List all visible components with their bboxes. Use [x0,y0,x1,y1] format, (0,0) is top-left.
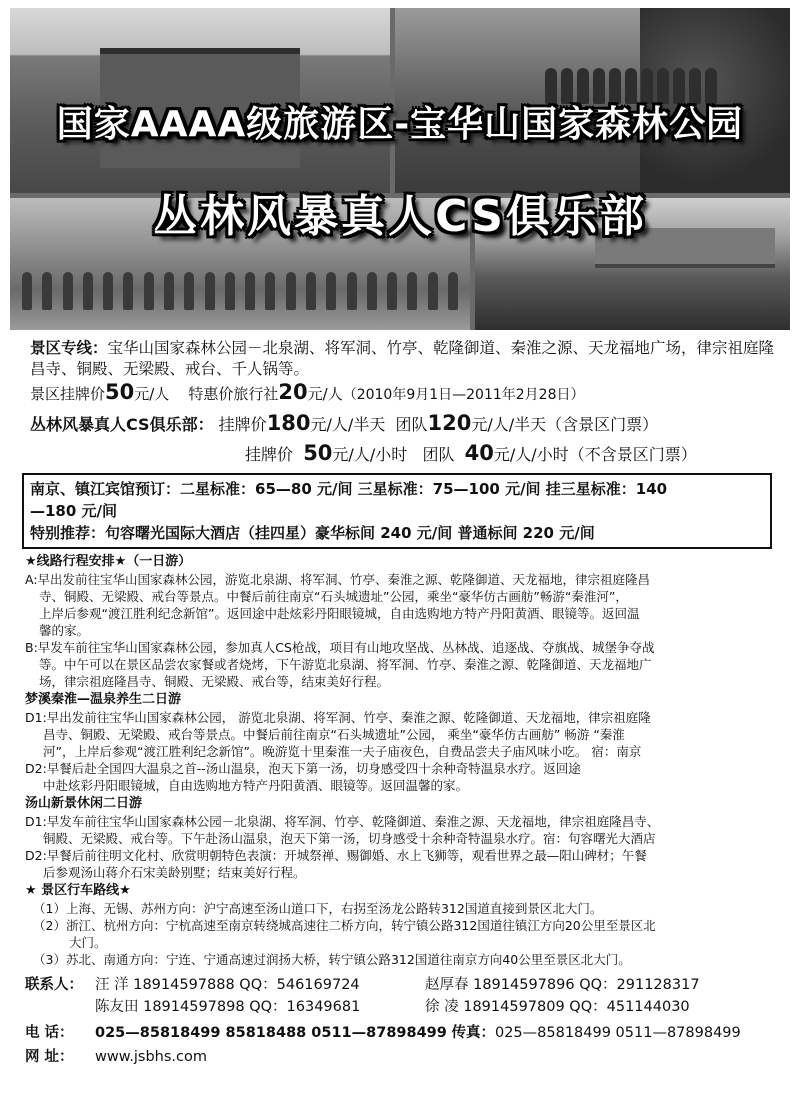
itinerary-section [25,552,775,968]
route-b [25,639,775,690]
tour2-line: 河”，上岸后参观“渡江胜利纪念新馆”。晚游览十里秦淮一夫子庙夜色，自费品尝夫子庙风味小吃。 宿：南京 [43,744,642,759]
hotel-line1: 南京、镇江宾馆预订：二星标准：65—80 元/间 三星标准：75—100 元/间 挂三星标准：140 [30,480,668,498]
contact-person: 汪 洋 18914597888 QQ：546169724 [95,977,360,993]
route-b-line: 等。中午可以在景区品尝农家餐或者烧烤，下午游览北泉湖、将军洞、竹亭、秦淮之源、乾隆御道、天龙福地广 [39,657,652,672]
hotel-booking-box [22,473,772,549]
scenic-price-unit: 元/人 [134,385,170,403]
contact-person: 陈友田 18914597898 QQ：16349681 [95,999,361,1015]
cs-list2-prefix: 挂牌价 [245,445,294,464]
tour2-line: D2:早餐后赴全国四大温泉之首--汤山温泉，泡天下第一汤，切身感受四十余种奇特温泉水疗。返回途 [25,761,581,776]
tour3-line: 铜殿、无梁殿、戒台等。下午赴汤山温泉，泡天下第一汤，切身感受十余种奇特温泉水疗。宿：句容曙光大酒店 [43,831,656,846]
route-a-line: 上岸后参观“渡江胜利纪念新馆”。返回途中赴炫彩丹阳眼镜城，自由选购地方特产丹阳黄酒、眼镜等。返回温 [39,606,640,621]
scenic-label: 景区专线： [30,339,108,357]
scenic-price-line [30,382,775,405]
driving-heading: ★ 景区行车路线★ [25,883,131,898]
tour2-line: 中赴炫彩丹阳眼镜城，自由选购地方特产丹阳黄酒、眼镜等。返回温馨的家。 [43,778,469,793]
cs-team2-prefix: 团队 [422,445,455,464]
cs-team2-value: 40 [464,441,494,465]
fax-label: 传真： [451,1025,495,1041]
cs-team1-unit: 元/人/半天（含景区门票） [471,415,659,434]
route-b-line: B:早发车前往宝华山国家森林公园，参加真人CS枪战，项目有山地攻坚战、丛林战、追逐战、夺旗战、城堡争夺战 [25,640,655,655]
driving-routes [25,900,775,968]
cs-list1-value: 180 [266,411,311,435]
route-a-line: A:早出发前往宝华山国家森林公园，游览北泉湖、将军洞、竹亭、秦淮之源、乾隆御道、天龙福地，律宗祖庭隆昌 [25,572,651,587]
cs-list2-value: 50 [303,441,333,465]
route-b-line: 场，律宗祖庭隆昌寺、铜殿、无梁殿、戒台等，结束美好行程。 [39,674,390,689]
special-period: （2010年9月1日—2011年2月28日） [342,387,585,403]
tour2-line: D1:早出发前往宝华山国家森林公园， 游览北泉湖、将军洞、竹亭、秦淮之源、乾隆御道、天龙福地，律宗祖庭隆 [25,710,651,725]
website-label: 网 址： [25,1049,74,1065]
cs-list1-unit: 元/人/半天 [310,415,386,434]
scenic-text: 宝华山国家森林公园－北泉湖、将军洞、竹亭、乾隆御道、秦淮之源、天龙福地广场，律宗祖庭隆昌寺、铜殿、无梁殿、戒台、千人锅等。 [30,339,775,378]
phone-label: 电 话： [25,1025,74,1041]
contact-person: 徐 凌 18914597809 QQ：451144030 [425,999,690,1015]
tour3-line: D2:早餐后前往明文化村、欣赏明朝特色表演：开城祭禅、赐御婚、水上飞狮等，观看世界之最—阳山碑材；午餐 [25,848,647,863]
tour3-heading: 汤山新景休闲二日游 [25,796,143,811]
poster-title-line2: 丛林风暴真人CS俱乐部 [153,191,647,242]
cs-list2-unit: 元/人/小时 [332,445,408,464]
monks-shape [22,272,458,312]
route-a-line: 馨的家。 [39,623,90,638]
contact-section [25,974,775,1068]
driving-route: （2）浙江、杭州方向：宁杭高速至南京转绕城高速往二桥方向，转宁镇公路312国道往镇江方向20公里至景区北 [33,918,656,933]
photo-collage [10,8,790,330]
hotel-line2: —180 元/间 [30,502,118,520]
itinerary-heading: ★线路行程安排★（一日游） [25,554,192,569]
driving-route: （3）苏北、南通方向：宁连、宁通高速过润扬大桥，转宁镇公路312国道往南京方向40公里至景区北大门。 [33,952,631,967]
tour2-days [25,709,775,794]
scenic-price-value: 50 [105,380,135,404]
phone-value: 025—85818499 85818488 0511—87898499 [95,1025,447,1041]
driving-route: 大门。 [69,935,107,950]
website-link[interactable]: www.jsbhs.com [95,1049,207,1065]
special-price-unit: 元/人 [307,385,343,403]
cs-team1-prefix: 团队 [395,415,428,434]
poster-title-line1: 国家AAAA级旅游区-宝华山国家森林公园 [56,104,744,145]
special-price-value: 20 [278,380,308,404]
contact-label: 联系人： [25,977,83,993]
tour2-heading: 梦溪秦淮—温泉养生二日游 [25,692,182,707]
cs-team1-value: 120 [427,411,472,435]
tour3-line: D1:早发车前往宝华山国家森林公园－北泉湖、将军洞、竹亭、乾隆御道、秦淮之源、天龙福地，律宗祖庭隆昌寺、 [25,814,660,829]
cs-price-line2 [30,441,775,467]
route-a-line: 寺、铜殿、无梁殿、戒台等景点。中餐后前往南京“石头城遗址”公园，乘坐“豪华仿古画舫”畅游“秦淮河”， [39,589,628,604]
scenic-price-prefix: 景区挂牌价 [30,385,106,403]
tour3-line: 后参观汤山蒋介石宋美龄别墅；结束美好行程。 [43,865,306,880]
contact-person: 赵厚春 18914597896 QQ：291128317 [425,977,700,993]
route-a [25,571,775,639]
fax-value: 025—85818499 0511—87898499 [494,1025,741,1041]
phone-row [25,1022,775,1044]
cs-club-label: 丛林风暴真人CS俱乐部： [30,415,214,434]
cs-list1-prefix: 挂牌价 [218,415,267,434]
tour2-line: 昌寺、铜殿、无梁殿、戒台等景点。中餐后前往南京“石头城遗址”公园， 乘坐“豪华仿古画舫” 畅游 “秦淮 [43,727,625,742]
main-content [25,338,775,1068]
tour3-days [25,813,775,881]
contact-row-2 [25,996,775,1018]
cs-price-line1 [30,411,775,437]
driving-route: （1）上海、无锡、苏州方向：沪宁高速至汤山道口下，右拐至汤龙公路转312国道直接到景区北大门。 [33,901,603,916]
contact-row-1 [25,974,775,996]
hotel-special-recommend: 特别推荐：句容曙光国际大酒店（挂四星）豪华标间 240 元/间 普通标间 220 元/间 [30,524,595,542]
special-price-prefix: 特惠价旅行社 [188,385,279,403]
website-row [25,1046,775,1068]
scenic-route [30,338,775,380]
cs-team2-unit: 元/人/小时（不含景区门票） [493,445,697,464]
